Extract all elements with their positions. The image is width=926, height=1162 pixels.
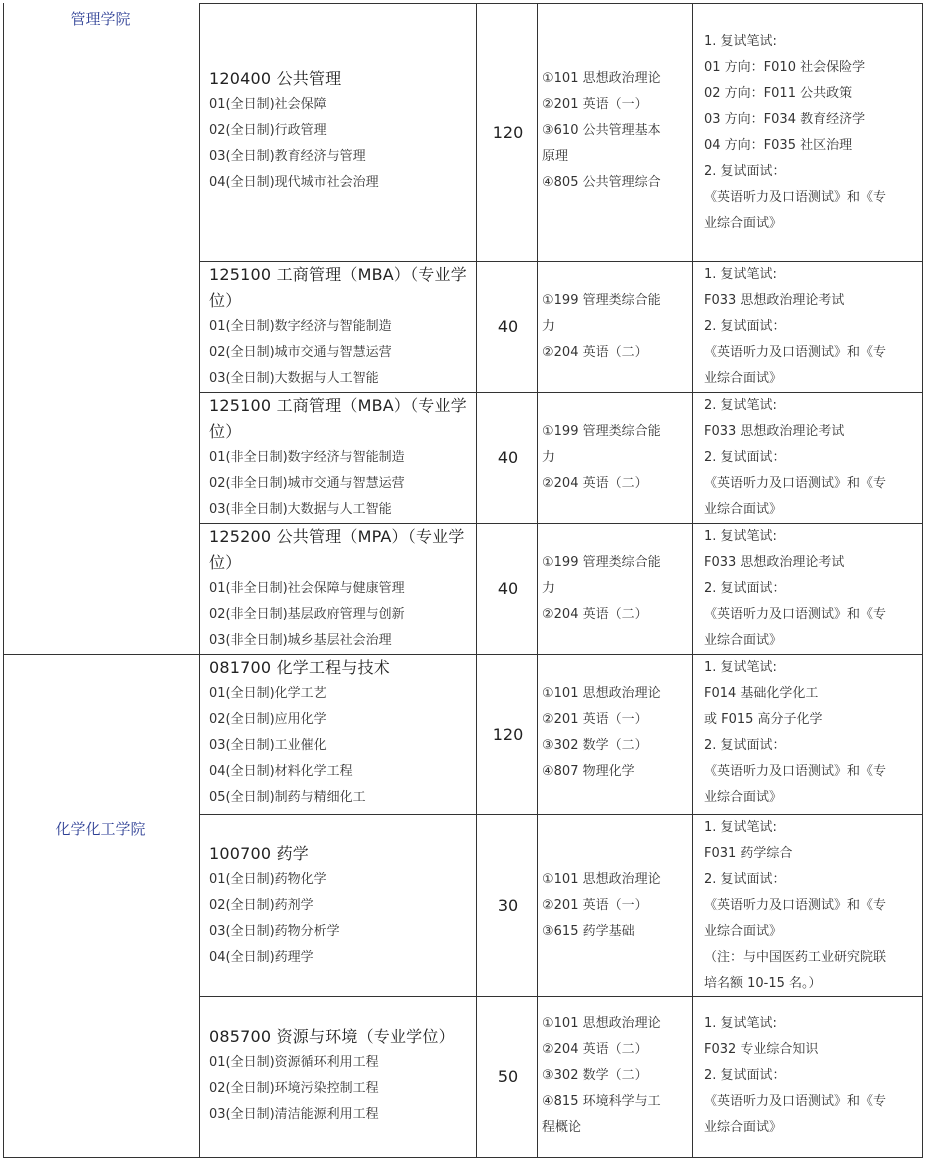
grid-line	[476, 3, 477, 1158]
exam-subjects	[540, 681, 692, 785]
quota-value: 30	[497, 895, 519, 915]
retest-line: 03 方向：F034 教育经济学	[704, 112, 866, 127]
retest-info	[696, 1011, 923, 1141]
retest-line: 业综合面试》	[704, 790, 783, 805]
retest-info	[696, 524, 923, 654]
retest-line: 1. 复试笔试:	[704, 267, 777, 282]
direction-item: 04(全日制)药理学	[209, 950, 314, 965]
direction-item: 03(全日制)教育经济与管理	[209, 149, 366, 164]
exam-item: 原理	[542, 149, 569, 164]
retest-line: 2. 复试面试：	[704, 872, 786, 887]
exam-item: ③302 数学（二）	[542, 1068, 648, 1083]
admissions-table	[3, 3, 923, 1158]
direction-item: 01(全日制)化学工艺	[209, 686, 327, 701]
retest-info	[696, 393, 923, 523]
exam-subjects	[540, 288, 692, 366]
direction-item: 02(全日制)药剂学	[209, 898, 314, 913]
retest-info	[696, 815, 923, 997]
quota-value: 40	[497, 317, 519, 336]
major-title: 125100 工商管理（MBA）（专业学位）	[209, 396, 467, 441]
direction-item: 02(全日制)环境污染控制工程	[209, 1081, 379, 1096]
direction-item: 02(非全日制)基层政府管理与创新	[209, 607, 405, 622]
retest-line: 《英语听力及口语测试》和《专	[704, 764, 887, 779]
retest-line: 1. 复试笔试:	[704, 34, 777, 49]
direction-item: 02(全日制)行政管理	[209, 123, 327, 138]
exam-item: ④805 公共管理综合	[542, 175, 661, 190]
direction-item: 02(非全日制)城市交通与智慧运营	[209, 476, 405, 491]
retest-line: 《英语听力及口语测试》和《专	[704, 607, 887, 622]
major-cell	[203, 841, 475, 971]
exam-item: ②204 英语（二）	[542, 476, 648, 491]
retest-line: 2. 复试面试：	[704, 450, 786, 465]
grid-line	[3, 3, 4, 1158]
quota-cell	[478, 814, 538, 996]
direction-item: 01(全日制)资源循环利用工程	[209, 1055, 379, 1070]
college-name: 管理学院	[70, 10, 131, 28]
exam-item: 程概论	[542, 1120, 582, 1135]
quota-cell	[478, 3, 538, 261]
direction-item: 03(全日制)工业催化	[209, 738, 327, 753]
direction-item: 03(全日制)清洁能源利用工程	[209, 1107, 379, 1122]
retest-line: F033 思想政治理论考试	[704, 424, 845, 439]
major-title: 120400 公共管理	[209, 69, 342, 88]
exam-item: ①101 思想政治理论	[542, 872, 661, 887]
direction-item: 01(非全日制)社会保障与健康管理	[209, 581, 405, 596]
retest-line: 业综合面试》	[704, 924, 783, 939]
retest-line: 《英语听力及口语测试》和《专	[704, 1094, 887, 1109]
exam-subjects	[540, 66, 692, 196]
exam-item: ①199 管理类综合能	[542, 293, 661, 308]
exam-item: ③610 公共管理基本	[542, 123, 661, 138]
major-title: 125100 工商管理（MBA）（专业学位）	[209, 265, 467, 310]
retest-line: 04 方向：F035 社区治理	[704, 138, 853, 153]
retest-line: 2. 复试面试：	[704, 164, 786, 179]
retest-line: 业综合面试》	[704, 371, 783, 386]
direction-item: 02(全日制)城市交通与智慧运营	[209, 345, 392, 360]
retest-info	[696, 655, 923, 811]
major-cell	[203, 262, 475, 392]
retest-line: （注：与中国医药工业研究院联	[704, 950, 887, 965]
exam-item: ②204 英语（二）	[542, 1042, 648, 1057]
retest-info	[696, 262, 923, 392]
quota-value: 120	[492, 122, 524, 142]
exam-item: ①101 思想政治理论	[542, 686, 661, 701]
exam-item: ①101 思想政治理论	[542, 71, 661, 86]
direction-item: 03(全日制)药物分析学	[209, 924, 340, 939]
retest-line: 01 方向：F010 社会保险学	[704, 60, 866, 75]
direction-item: 03(全日制)大数据与人工智能	[209, 371, 379, 386]
direction-item: 01(全日制)数字经济与智能制造	[209, 319, 392, 334]
quota-cell	[478, 261, 538, 392]
retest-line: 2. 复试面试：	[704, 319, 786, 334]
exam-item: ④807 物理化学	[542, 764, 635, 779]
exam-item: 力	[542, 581, 556, 596]
quota-value: 40	[497, 448, 519, 467]
quota-cell	[478, 996, 538, 1157]
exam-subjects	[540, 419, 692, 497]
exam-item: ①199 管理类综合能	[542, 555, 661, 570]
retest-line: 1. 复试笔试:	[704, 1016, 777, 1031]
grid-line	[199, 3, 923, 4]
retest-line: 《英语听力及口语测试》和《专	[704, 898, 887, 913]
exam-item: ②201 英语（一）	[542, 97, 648, 112]
exam-subjects	[540, 867, 692, 945]
quota-cell	[478, 392, 538, 523]
grid-line	[3, 1157, 923, 1158]
retest-line: 业综合面试》	[704, 502, 783, 517]
retest-line: 1. 复试笔试:	[704, 820, 777, 835]
exam-item: ③615 药学基础	[542, 924, 635, 939]
direction-item: 01(全日制)药物化学	[209, 872, 327, 887]
major-title: 125200 公共管理（MPA）（专业学位）	[209, 527, 465, 572]
exam-item: ②201 英语（一）	[542, 712, 648, 727]
retest-line: 2. 复试面试：	[704, 581, 786, 596]
exam-item: ②204 英语（二）	[542, 607, 648, 622]
retest-line: 2. 复试面试：	[704, 738, 786, 753]
retest-line: 业综合面试》	[704, 633, 783, 648]
retest-line: 2. 复试面试：	[704, 1068, 786, 1083]
retest-line: 1. 复试笔试:	[704, 660, 777, 675]
major-cell	[203, 524, 475, 654]
retest-line: F033 思想政治理论考试	[704, 293, 845, 308]
direction-item: 04(全日制)现代城市社会治理	[209, 175, 379, 190]
exam-item: ③302 数学（二）	[542, 738, 648, 753]
major-cell	[203, 66, 475, 196]
direction-item: 05(全日制)制药与精细化工	[209, 790, 366, 805]
exam-subjects	[540, 550, 692, 628]
grid-line	[692, 3, 693, 1158]
exam-item: ①199 管理类综合能	[542, 424, 661, 439]
quota-value: 40	[497, 579, 519, 598]
exam-item: ②204 英语（二）	[542, 345, 648, 360]
major-title: 081700 化学工程与技术	[209, 658, 390, 677]
retest-line: F033 思想政治理论考试	[704, 555, 845, 570]
direction-item: 03(非全日制)大数据与人工智能	[209, 502, 392, 517]
exam-item: ①101 思想政治理论	[542, 1016, 661, 1031]
major-cell	[203, 655, 475, 811]
retest-line: 《英语听力及口语测试》和《专	[704, 190, 887, 205]
major-cell	[203, 1024, 475, 1128]
retest-line: 或 F015 高分子化学	[704, 712, 823, 727]
exam-item: ②201 英语（一）	[542, 898, 648, 913]
retest-line: F014 基础化学化工	[704, 686, 819, 701]
exam-item: ④815 环境科学与工	[542, 1094, 661, 1109]
quota-value: 50	[497, 1067, 519, 1086]
retest-line: 02 方向：F011 公共政策	[704, 86, 853, 101]
major-cell	[203, 393, 475, 523]
retest-info	[696, 29, 923, 237]
college-name: 化学化工学院	[55, 820, 146, 838]
grid-line	[199, 3, 200, 1158]
quota-value: 120	[492, 724, 524, 744]
direction-item: 04(全日制)材料化学工程	[209, 764, 353, 779]
retest-line: 2. 复试笔试:	[704, 398, 777, 413]
retest-line: F032 专业综合知识	[704, 1042, 819, 1057]
exam-item: 力	[542, 319, 556, 334]
direction-item: 03(非全日制)城乡基层社会治理	[209, 633, 392, 648]
exam-item: 力	[542, 450, 556, 465]
quota-cell	[478, 523, 538, 654]
retest-line: 《英语听力及口语测试》和《专	[704, 345, 887, 360]
retest-line: 业综合面试》	[704, 216, 783, 231]
quota-cell	[478, 654, 538, 814]
retest-line: 《英语听力及口语测试》和《专	[704, 476, 887, 491]
retest-line: 业综合面试》	[704, 1120, 783, 1135]
direction-item: 01(非全日制)数字经济与智能制造	[209, 450, 405, 465]
exam-subjects	[540, 1011, 692, 1141]
retest-line: F031 药学综合	[704, 846, 793, 861]
major-title: 100700 药学	[209, 844, 309, 863]
direction-item: 02(全日制)应用化学	[209, 712, 327, 727]
major-title: 085700 资源与环境（专业学位）	[209, 1027, 455, 1046]
retest-line: 培名额 10-15 名。）	[704, 976, 822, 991]
retest-line: 1. 复试笔试:	[704, 529, 777, 544]
direction-item: 01(全日制)社会保障	[209, 97, 327, 112]
